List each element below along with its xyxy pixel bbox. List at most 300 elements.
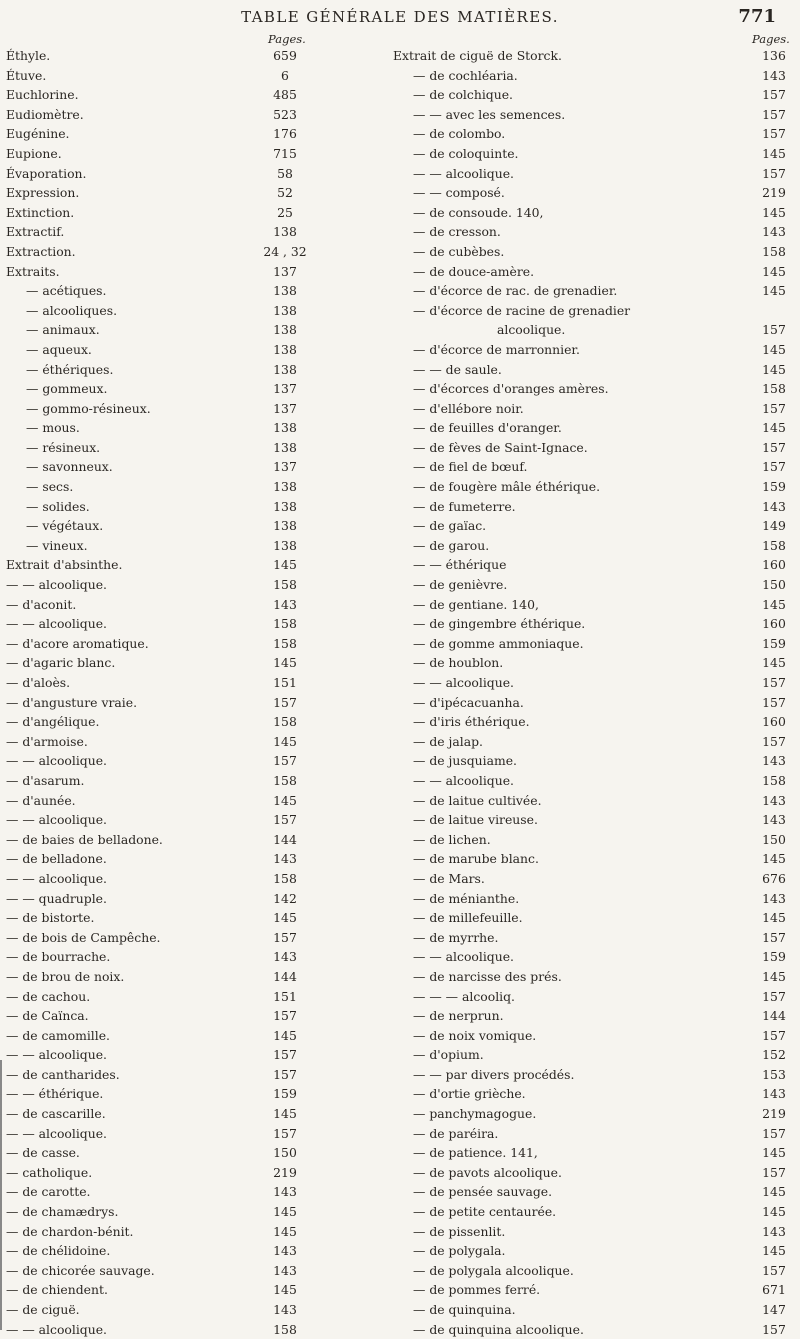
index-entry	[393, 575, 793, 595]
index-entry	[393, 732, 793, 752]
entry-label: — de cascarille.	[6, 1106, 106, 1122]
index-entry	[393, 1084, 793, 1104]
entry-label: Euchlorine.	[6, 87, 79, 103]
entry-label: — de consoude. 140,	[413, 204, 544, 220]
entry-label: — — éthérique.	[6, 1086, 104, 1102]
entry-label: Extinction.	[6, 204, 75, 220]
index-entry	[6, 164, 376, 184]
entry-page: 676	[762, 870, 786, 886]
entry-label: — d'iris éthérique.	[413, 714, 530, 730]
entry-page: 143	[273, 1184, 297, 1200]
entry-page: 143	[273, 1262, 297, 1278]
entry-label: — de gingembre éthérique.	[413, 616, 586, 632]
entry-page: 145	[273, 557, 297, 573]
entry-page: 145	[762, 341, 786, 357]
entry-page: 144	[273, 831, 297, 847]
entry-page: 149	[762, 518, 786, 534]
entry-label: Expression.	[6, 185, 80, 201]
entry-page: 143	[762, 812, 786, 828]
entry-page: 158	[273, 635, 297, 651]
entry-label: — d'écorce de rac. de grenadier.	[413, 283, 618, 299]
entry-label: — de gaïac.	[413, 518, 487, 534]
entry-label: Eugénine.	[6, 126, 70, 142]
entry-label: — savonneux.	[26, 459, 113, 475]
index-entry	[6, 144, 376, 164]
entry-page: 145	[273, 1027, 297, 1043]
entry-page: 138	[273, 224, 297, 240]
entry-page: 157	[762, 1027, 786, 1043]
page-header	[0, 6, 800, 28]
entry-page: 150	[762, 577, 786, 593]
index-entry	[6, 1045, 376, 1065]
index-entry	[6, 46, 376, 66]
pages-label-left: Pages.	[268, 32, 306, 46]
index-entry	[393, 555, 793, 575]
entry-label: — de chélidoine.	[6, 1243, 111, 1259]
index-entry	[6, 1241, 376, 1261]
index-entry	[6, 1320, 376, 1339]
entry-page: 138	[273, 498, 297, 514]
index-entry	[393, 46, 793, 66]
entry-label: — de millefeuille.	[413, 910, 523, 926]
index-entry	[6, 105, 376, 125]
entry-label: — de casse.	[6, 1145, 80, 1161]
entry-page: 160	[762, 557, 786, 573]
entry-label: — de bois de Campêche.	[6, 929, 161, 945]
index-entry	[6, 595, 376, 615]
entry-page: 143	[273, 949, 297, 965]
entry-page: 145	[762, 1184, 786, 1200]
index-entry	[393, 653, 793, 673]
entry-label: — — par divers procédés.	[413, 1066, 575, 1082]
entry-label: — animaux.	[26, 322, 100, 338]
entry-page: 145	[762, 204, 786, 220]
entry-label: — de pommes ferré.	[413, 1282, 541, 1298]
entry-page: 157	[273, 1066, 297, 1082]
entry-label: — — — alcooliq.	[413, 988, 515, 1004]
index-entry	[6, 1300, 376, 1320]
index-entry	[393, 1006, 793, 1026]
entry-page: 158	[762, 772, 786, 788]
index-entry	[6, 1222, 376, 1242]
entry-label: — — alcoolique.	[6, 1321, 107, 1337]
entry-page: 157	[762, 459, 786, 475]
entry-label: — de bistorte.	[6, 910, 95, 926]
entry-page: 157	[762, 1125, 786, 1141]
entry-page: 157	[762, 1262, 786, 1278]
index-entry	[393, 1222, 793, 1242]
entry-page: 145	[273, 1223, 297, 1239]
entry-label: — — alcoolique.	[413, 165, 514, 181]
entry-label: — d'ipécacuanha.	[413, 694, 524, 710]
entry-label: — — de saule.	[413, 361, 502, 377]
entry-page: 143	[273, 1243, 297, 1259]
index-entry	[6, 281, 376, 301]
index-entry	[6, 1065, 376, 1085]
index-entry	[393, 1182, 793, 1202]
entry-label: — d'angélique.	[6, 714, 100, 730]
entry-label: — alcooliques.	[26, 302, 118, 318]
entry-label: Éthyle.	[6, 48, 51, 63]
index-entry	[6, 301, 376, 321]
entry-label: — de Caïnca.	[6, 1008, 89, 1024]
entry-page: 145	[273, 733, 297, 749]
entry-page: 157	[273, 1125, 297, 1141]
entry-page: 671	[762, 1282, 786, 1298]
entry-label: — de brou de noix.	[6, 968, 125, 984]
margin-line	[0, 1060, 2, 1330]
entry-label: — — composé.	[413, 185, 505, 201]
index-entry	[6, 222, 376, 242]
entry-label: Eupione.	[6, 145, 62, 161]
index-entry	[6, 124, 376, 144]
entry-label: — de marube blanc.	[413, 851, 539, 867]
entry-page: 157	[762, 322, 786, 338]
entry-page: 157	[273, 694, 297, 710]
entry-page: 158	[273, 714, 297, 730]
entry-page: 138	[273, 518, 297, 534]
entry-page: 136	[762, 48, 786, 63]
entry-label: — acétiques.	[26, 283, 107, 299]
entry-label: — d'aconit.	[6, 596, 77, 612]
entry-page: 157	[762, 929, 786, 945]
entry-label: — de pensée sauvage.	[413, 1184, 553, 1200]
index-entry	[393, 595, 793, 615]
entry-label: — aqueux.	[26, 341, 92, 357]
entry-page: 659	[273, 48, 297, 63]
entry-label: — de gentiane. 140,	[413, 596, 539, 612]
entry-page: 144	[762, 1008, 786, 1024]
index-entry	[6, 653, 376, 673]
index-entry	[393, 987, 793, 1007]
index-entry	[6, 320, 376, 340]
entry-label: alcoolique.	[497, 322, 566, 338]
index-entry	[6, 477, 376, 497]
index-entry	[6, 242, 376, 262]
index-entry	[6, 751, 376, 771]
entry-label: — de polygala.	[413, 1243, 506, 1259]
entry-label: — — avec les semences.	[413, 106, 566, 122]
entry-page: 143	[762, 890, 786, 906]
entry-page: 157	[762, 733, 786, 749]
entry-page: 138	[273, 302, 297, 318]
index-entry	[6, 1006, 376, 1026]
entry-label: — de cubèbes.	[413, 243, 505, 259]
entry-page: 485	[273, 87, 297, 103]
entry-label: — — alcoolique.	[6, 812, 107, 828]
index-entry	[6, 66, 376, 86]
entry-page: 158	[273, 772, 297, 788]
index-entry	[6, 1026, 376, 1046]
entry-label: — de fumeterre.	[413, 498, 516, 514]
index-entry	[6, 791, 376, 811]
entry-label: — — alcoolique.	[6, 1125, 107, 1141]
entry-label: — de fiel de bœuf.	[413, 459, 528, 475]
entry-page: 143	[273, 851, 297, 867]
index-entry	[6, 634, 376, 654]
entry-page: 145	[273, 1282, 297, 1298]
entry-page: 142	[273, 890, 297, 906]
entry-label: — de houblon.	[413, 655, 504, 671]
entry-page: 158	[273, 616, 297, 632]
index-entry	[393, 889, 793, 909]
entry-page: 143	[762, 753, 786, 769]
entry-page: 152	[762, 1047, 786, 1063]
index-entry	[393, 1065, 793, 1085]
entry-page: 157	[273, 753, 297, 769]
entry-label: — de quinquina alcoolique.	[413, 1321, 584, 1337]
index-entry	[393, 418, 793, 438]
entry-page: 157	[762, 126, 786, 142]
entry-label: — de nerprun.	[413, 1008, 504, 1024]
entry-label: — éthériques.	[26, 361, 114, 377]
index-entry	[393, 1280, 793, 1300]
index-entry	[6, 340, 376, 360]
entry-label: — — alcoolique.	[6, 616, 107, 632]
index-entry	[6, 849, 376, 869]
index-entry	[393, 849, 793, 869]
index-column-right	[393, 46, 793, 1339]
entry-page: 159	[762, 479, 786, 495]
entry-label: — d'angusture vraie.	[6, 694, 138, 710]
entry-label: — de coloquinte.	[413, 145, 519, 161]
entry-label: — de pissenlit.	[413, 1223, 506, 1239]
entry-label: — d'asarum.	[6, 772, 85, 788]
index-entry	[6, 203, 376, 223]
entry-label: — de garou.	[413, 537, 490, 553]
entry-page: 157	[273, 929, 297, 945]
entry-page: 219	[762, 1106, 786, 1122]
index-entry	[393, 379, 793, 399]
entry-label: — de carotte.	[6, 1184, 91, 1200]
index-entry	[393, 497, 793, 517]
index-entry	[393, 516, 793, 536]
entry-page: 145	[762, 851, 786, 867]
index-entry	[6, 908, 376, 928]
index-entry	[6, 85, 376, 105]
entry-label: — de Mars.	[413, 870, 485, 886]
index-entry	[393, 203, 793, 223]
index-entry	[6, 869, 376, 889]
index-entry	[393, 869, 793, 889]
page-number: 771	[738, 6, 776, 27]
entry-label: — de baies de belladone.	[6, 831, 163, 847]
entry-label: — de cachou.	[6, 988, 91, 1004]
entry-label: — végétaux.	[26, 518, 104, 534]
entry-page: 157	[762, 988, 786, 1004]
entry-label: — de colchique.	[413, 87, 513, 103]
entry-label: — solides.	[26, 498, 90, 514]
entry-label: — d'opium.	[413, 1047, 484, 1063]
index-entry	[393, 281, 793, 301]
entry-label: — d'armoise.	[6, 733, 88, 749]
entry-label: — de camomille.	[6, 1027, 110, 1043]
entry-page: 138	[273, 537, 297, 553]
index-entry	[393, 438, 793, 458]
entry-page: 157	[762, 1321, 786, 1337]
entry-label: — de myrrhe.	[413, 929, 499, 945]
entry-page: 153	[762, 1066, 786, 1082]
entry-label: — panchymagogue.	[413, 1106, 537, 1122]
entry-label: — résineux.	[26, 439, 101, 455]
entry-page: 157	[762, 165, 786, 181]
index-entry	[393, 66, 793, 86]
entry-label: — de laitue cultivée.	[413, 792, 542, 808]
entry-label: — de chiendent.	[6, 1282, 108, 1298]
entry-page: 160	[762, 616, 786, 632]
entry-page: 157	[762, 106, 786, 122]
index-entry	[393, 105, 793, 125]
index-entry	[6, 1163, 376, 1183]
entry-label: — mous.	[26, 420, 80, 436]
index-entry	[393, 1202, 793, 1222]
entry-page: 143	[762, 67, 786, 83]
entry-page: 157	[273, 812, 297, 828]
entry-page: 138	[273, 283, 297, 299]
index-entry	[6, 536, 376, 556]
entry-page: 147	[762, 1302, 786, 1317]
entry-page: 158	[273, 577, 297, 593]
index-entry	[6, 183, 376, 203]
index-entry	[393, 1026, 793, 1046]
entry-label: — de polygala alcoolique.	[413, 1262, 574, 1278]
entry-label: — de bourrache.	[6, 949, 111, 965]
entry-label: — de genièvre.	[413, 577, 508, 593]
index-entry	[393, 810, 793, 830]
index-entry	[6, 497, 376, 517]
entry-label: — — alcoolique.	[413, 949, 514, 965]
index-entry	[393, 1045, 793, 1065]
entry-label: Extrait d'absinthe.	[6, 557, 123, 573]
index-entry	[6, 438, 376, 458]
index-entry	[6, 673, 376, 693]
entry-label: — d'acore aromatique.	[6, 635, 149, 651]
entry-label: Extraction.	[6, 243, 76, 259]
index-entry	[393, 399, 793, 419]
entry-page: 137	[273, 400, 297, 416]
index-entry	[393, 712, 793, 732]
entry-page: 158	[273, 1321, 297, 1337]
entry-label: Extrait de ciguë de Storck.	[393, 48, 562, 63]
entry-label: — d'écorces d'oranges amères.	[413, 381, 609, 397]
index-entry	[393, 262, 793, 282]
index-entry	[393, 183, 793, 203]
entry-page: 157	[762, 439, 786, 455]
entry-label: — de noix vomique.	[413, 1027, 537, 1043]
entry-page: 157	[762, 400, 786, 416]
index-entry	[6, 1124, 376, 1144]
entry-page: 145	[273, 1204, 297, 1220]
index-entry	[6, 1202, 376, 1222]
entry-page: 137	[273, 263, 297, 279]
entry-label: — de lichen.	[413, 831, 491, 847]
entry-label: Évaporation.	[6, 165, 87, 181]
index-entry	[6, 379, 376, 399]
entry-label: — de cantharides.	[6, 1066, 120, 1082]
entry-page: 137	[273, 459, 297, 475]
entry-label: — — alcoolique.	[6, 753, 107, 769]
entry-label: — de narcisse des prés.	[413, 968, 562, 984]
entry-label: — de laitue vireuse.	[413, 812, 538, 828]
index-entry	[393, 947, 793, 967]
index-entry	[393, 340, 793, 360]
entry-page: 523	[273, 106, 297, 122]
entry-page: 158	[273, 870, 297, 886]
entry-page: 158	[762, 381, 786, 397]
index-entry	[6, 575, 376, 595]
index-entry	[6, 928, 376, 948]
index-entry	[393, 614, 793, 634]
index-entry	[6, 987, 376, 1007]
entry-label: — — alcoolique.	[6, 577, 107, 593]
entry-label: — de quinquina.	[413, 1302, 516, 1317]
entry-page: 24 , 32	[263, 243, 307, 259]
entry-label: — de chicorée sauvage.	[6, 1262, 155, 1278]
entry-page: 150	[762, 831, 786, 847]
index-entry	[393, 222, 793, 242]
entry-label: — d'ortie grièche.	[413, 1086, 526, 1102]
entry-label: — de cochléaria.	[413, 67, 518, 83]
entry-label: — — quadruple.	[6, 890, 107, 906]
entry-label: — vineux.	[26, 537, 88, 553]
entry-page: 138	[273, 479, 297, 495]
entry-label: — — alcoolique.	[6, 1047, 107, 1063]
entry-label: — — alcoolique.	[413, 772, 514, 788]
entry-page: 157	[273, 1047, 297, 1063]
entry-label: Extraits.	[6, 263, 60, 279]
entry-page: 160	[762, 714, 786, 730]
index-entry	[6, 614, 376, 634]
entry-page: 157	[762, 694, 786, 710]
entry-page: 143	[273, 596, 297, 612]
entry-page: 145	[762, 283, 786, 299]
entry-page: 145	[273, 655, 297, 671]
entry-label: — d'aunée.	[6, 792, 76, 808]
entry-page: 157	[762, 1164, 786, 1180]
pages-label-right: Pages.	[752, 32, 790, 46]
entry-label: — de patience. 141,	[413, 1145, 538, 1161]
index-entry	[6, 1280, 376, 1300]
index-entry	[393, 457, 793, 477]
index-entry	[6, 732, 376, 752]
entry-page: 143	[762, 498, 786, 514]
index-entry	[393, 1320, 793, 1339]
entry-page: 138	[273, 341, 297, 357]
entry-page: 157	[273, 1008, 297, 1024]
index-entry	[393, 1124, 793, 1144]
entry-page: 138	[273, 322, 297, 338]
index-entry	[6, 1261, 376, 1281]
index-entry	[393, 85, 793, 105]
entry-page: 159	[273, 1086, 297, 1102]
index-entry	[6, 1182, 376, 1202]
index-entry	[393, 1163, 793, 1183]
entry-page: 138	[273, 420, 297, 436]
index-entry	[6, 262, 376, 282]
index-entry	[6, 555, 376, 575]
index-entry	[393, 1261, 793, 1281]
index-entry	[6, 516, 376, 536]
entry-page: 145	[762, 968, 786, 984]
index-entry	[393, 1300, 793, 1320]
entry-label: — de ménianthe.	[413, 890, 520, 906]
entry-page: 151	[273, 988, 297, 1004]
entry-page: 145	[762, 263, 786, 279]
entry-page: 137	[273, 381, 297, 397]
entry-page: 150	[273, 1145, 297, 1161]
entry-page: 158	[762, 243, 786, 259]
entry-page: 25	[277, 204, 293, 220]
